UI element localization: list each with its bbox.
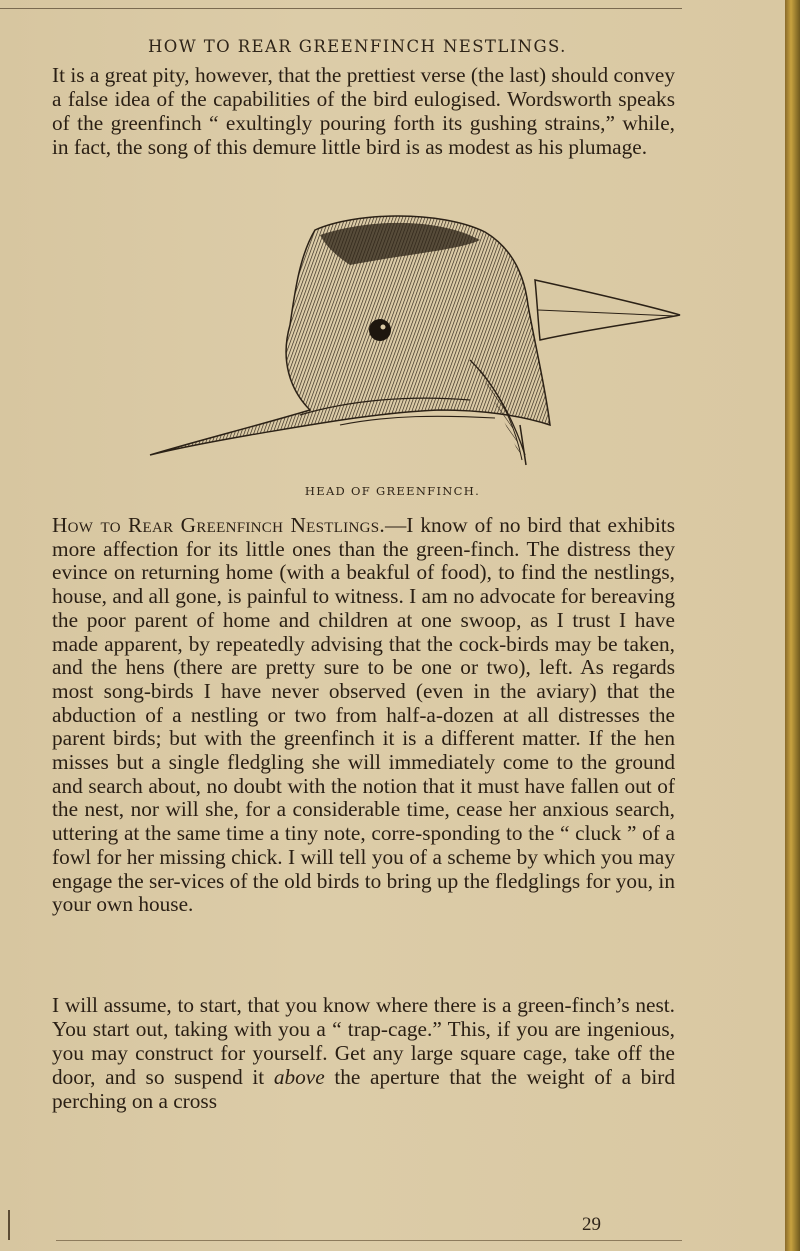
paragraph-2-text: —I know of no bird that exhibits more affection for its little ones than the green-finch. The distress they evince on returning home (with a beakful of food), to find the nestlings, house, and all gone, is painful to witness. I am no advocate for bereaving the poor parent of home and children at one swoop, as I trust I have made apparent, by repeatedly advising that the cock-birds may be taken, and the hens (there are pretty sure to be one or two), left. As regards most song-birds I have never observed (even in the aviary) that the abduction of a nestling or two from half-a-dozen at all distresses the parent birds; but with the greenfinch it is a different matter. If the hen misses but a single fledgling she will immediately come to the ground and search about, no doubt with the notion that it must have fallen out of the nest, nor will she, for a considerable time, cease her anxious search, uttering at the same time a tiny note, corre-sponding to the “ cluck ” of a fowl for her missing chick. I will tell you of a scheme by which you may engage the ser-vices of the old birds to bring up the fledglings for you, in your own house. <box>52 513 675 917</box>
paragraph-3-text-end: the aperture that the weight of a bird perching on a cross <box>52 1065 675 1113</box>
figure-caption: HEAD OF GREENFINCH. <box>304 484 481 498</box>
paragraph-3 <box>52 993 675 1113</box>
greenfinch-head-illustration <box>140 210 685 470</box>
page-edge <box>785 0 800 1251</box>
paragraph-2 <box>52 514 675 917</box>
paragraph-1 <box>52 64 675 160</box>
paragraph-3-text-start: I will assume, to start, that you know where there is a green-finch’s nest. You start out, taking with you a “ trap-cage.” This, if you are ingenious, you may construct for yourself. Get any large square cage, take off the door, and so suspend it <box>52 993 675 1089</box>
page-number: 29 <box>582 1214 601 1235</box>
emphasized-word: above <box>273 1065 325 1089</box>
section-heading: How to Rear Greenfinch Nestlings. <box>52 513 385 537</box>
left-margin-mark <box>8 1210 10 1240</box>
paragraph-1-text: It is a great pity, however, that the prettiest verse (the last) should convey a false idea of the capabilities of the bird eulogised. Wordsworth speaks of the greenfinch “ exultingly pouring forth its gushing strains,” while, in fact, the song of this demure little bird is as modest as his plumage. <box>52 63 675 159</box>
bottom-rule <box>56 1240 682 1241</box>
running-head: HOW TO REAR GREENFINCH NESTLINGS. <box>148 37 567 56</box>
top-rule <box>0 8 682 9</box>
